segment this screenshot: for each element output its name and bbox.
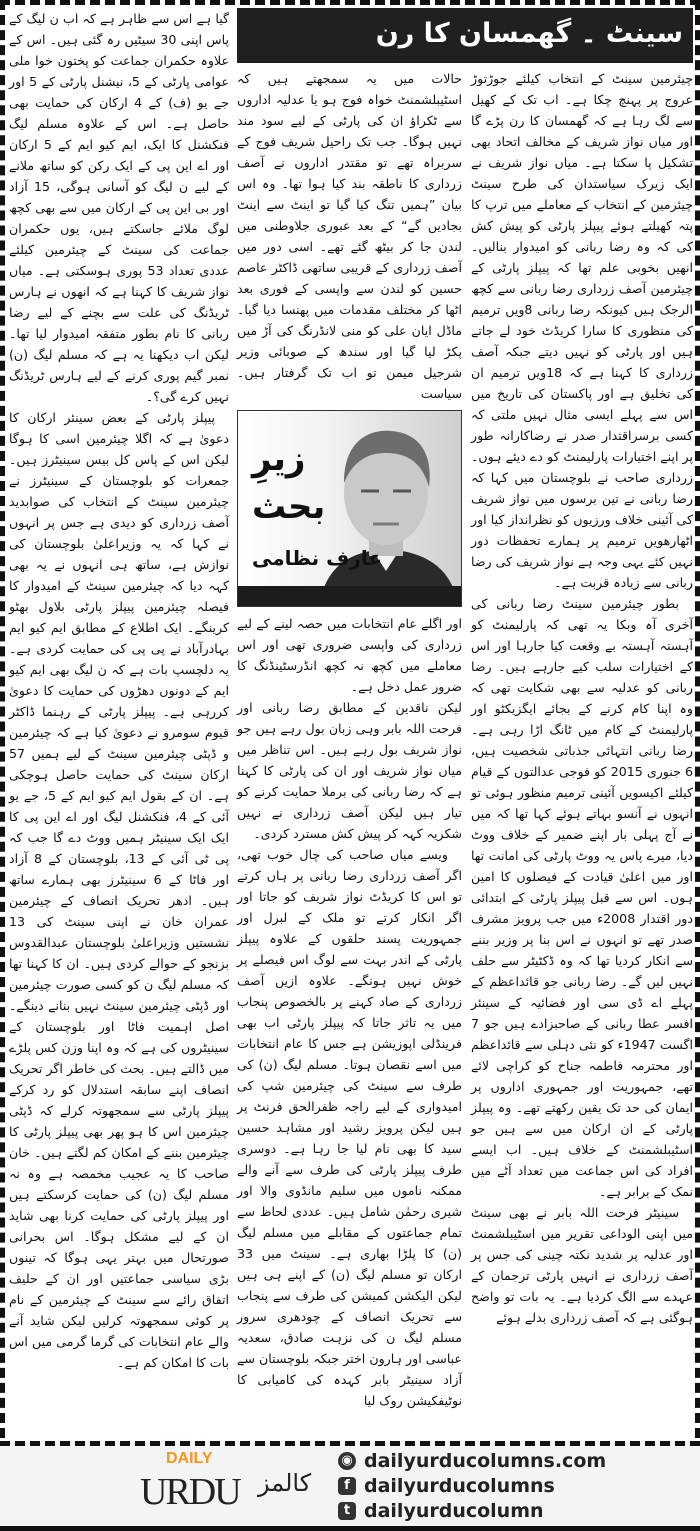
author-photo-block — [237, 410, 462, 607]
footer-bottom-line — [0, 1526, 700, 1531]
paragraph: گیا ہے اس سے ظاہر ہے کہ اب ن لیگ کے پاس اپنی 30 سیٹیں رہ گئی ہیں۔ اس کے علاوہ حکمران جماعت کو پختون خوا ملی عوامی پارٹی کے 5، نیشنل پارٹی کے 5 اور جے یو (ف) کے 4 ارکان کی حمایت بھی حاصل ہے۔ اس کے علاوہ مسلم لیگ فنکشنل کا ایک، ایم کیو ایم کے 5 ارکان اور اے این پی کے ایک رکن کو ساتھ ملانے کے لیے ن لیگ کو آسانی ہوگی، 15 آزاد اور بی این پی کے ارکان میں سے بھی کچھ لوگ ملائے جاسکتے ہیں، یوں حکمران جماعت کی سینٹ کے چیئرمین کیلئے عددی تعداد 53 پوری ہوسکتی ہے۔ میاں نواز شریف کا کہنا ہے کہ انھوں نے ہارس ٹریڈنگ کی علت سے بچنے کے لیے رضا ربانی کا نام بطور متفقہ امیدوار لیا تھا۔ لیکن اب دیکھنا یہ ہے کہ مسلم لیگ (ن) نمبر گیم پوری کرنے کے لیے ہارس ٹریڈنگ نہیں کرے گی؟۔ — [9, 11, 230, 404]
facebook-link[interactable]: f dailyurducolumns — [338, 1475, 555, 1497]
left-column — [9, 8, 229, 1434]
paragraph: حالات میں یہ سمجھتے ہیں کہ اسٹیبلشمنٹ خواہ فوج ہو یا عدلیہ اداروں سے ٹکراؤ ان کی پارٹی کے لیے سود مند نہیں ہوگا۔ جب تک راحیل شریف فوج کے سربراہ تھے تو مقتدر اداروں نے آصف زرداری کا ناطقہ بند کیا ہوا تھا۔ وہ اس بیان ”ہمیں تنگ کیا گیا تو اینٹ سے اینٹ بجادیں گے“ کے بعد عبوری جلاوطنی میں لندن جا کر بیٹھ گئے تھے۔ اسی دور میں آصف زرداری کے قریبی ساتھی ڈاکٹر عاصم حسین کو لندن سے واپسی کے فوری بعد اٹھا کر مختلف مقدمات میں پھنسا دیا گیا۔ ماڈل ایان علی کو منی لانڈرنگ کی آڑ میں پکڑ لیا گیا اور سندھ کے صوبائی وزیر شرجیل میمن تو اب تک گرفتار ہیں۔ سیاست — [237, 71, 462, 401]
facebook-icon: f — [338, 1477, 356, 1495]
paragraph: اور اگلے عام انتخابات میں حصہ لینے کے لیے زرداری کی واپسی ضروری تھی اور اس معاملے میں کچھ نہ کچھ انڈرسٹینڈنگ کا ضرور عمل دخل ہے۔ — [237, 616, 462, 694]
logo-urdu-word: کالمز — [258, 1469, 312, 1497]
columns-row — [237, 68, 693, 1411]
right-column — [471, 68, 693, 1411]
photo-bottom-bar — [238, 586, 461, 606]
article-title: سینٹ ۔ گھمسان کا رن — [375, 18, 683, 49]
author-name: عارف نظامی — [252, 546, 382, 570]
column-name-line1: زیرِ — [252, 439, 306, 479]
logo-daily: DAILY — [166, 1450, 213, 1467]
article-title-bar — [237, 8, 693, 63]
footer — [0, 1441, 700, 1526]
paragraph: چیئرمین سینٹ کے انتخاب کیلئے جوڑتوڑ عروج پر پہنچ چکا ہے۔ اب تک کے کھیل سے لگ رہا ہے کہ گھمسان کا رن پڑے گا اور میاں نواز شریف کے مخالف اتحاد بھی تشکیل پا سکتا ہے۔ میاں نواز شریف نے ایک زیرک سیاستدان کی طرح سینٹ چیئرمین کے انتخاب کے معاملے میں ترپ کا پتہ کھیلتے ہوئے پیپلز پارٹی کو پیش کش کی کہ وہ رضا ربانی کو امیدوار بنالیں۔ انھیں بخوبی علم تھا کہ پیپلز پارٹی کے چیئرمین آصف زرداری رضا ربانی سے کچھ الرجک ہیں کیونکہ رضا ربانی 8ویں ترمیم کی منظوری کا سارا کریڈٹ خود لے جاتے ہیں اور پارٹی کو نہیں دیتے جبکہ آصف زرداری کا کہنا ہے کہ 18ویں ترمیم ان کی تخلیق ہے اور پاکستان کی تاریخ میں اس سے پہلے ایسی مثال نہیں ملتی کہ کسی برسراقتدار صدر نے رضاکارانہ طور پر اپنے اختیارات پارلیمنٹ کو دے دیئے ہوں۔ زرداری صاحب نے بلوچستان میں کہا کہ رضا ربانی نے تین برسوں میں نواز شریف کی آئینی خلاف ورزیوں کو نظرانداز کیا اور اٹھارھویں ترمیم پر ہمارے تحفظات دور نہیں کئے یہی وجہ ہے نواز شریف کی رضا ربانی سے زیادہ قربت ہے۔ — [471, 71, 693, 590]
globe-icon: ◉ — [338, 1452, 356, 1470]
title-and-columns — [237, 8, 693, 1434]
middle-column — [237, 68, 462, 1411]
logo-main: URDU — [140, 1471, 240, 1513]
paragraph: پیپلز پارٹی کے بعض سینئر ارکان کا دعویٰ ہے کہ اگلا چیئرمین اسی کا ہوگا لیکن اس کے پاس کل بیس سینیٹرز ہیں۔ جمعرات کو بلوچستان کے سینیٹرز نے چیئرمین سینٹ کے انتخاب کی صوابدید آصف زرداری کو دیدی ہے جس پر انہوں نے کہا کہ یہ وزیراعلیٰ بلوچستان کی نوازش ہے، ساتھ ہی انہوں نے یہ بھی کہہ دیا کہ چیئرمین سینٹ کے امیدوار کا فیصلہ چیئرمین پیپلز پارٹی بلاول بھٹو کرینگے۔ ایک اطلاع کے مطابق ایم کیو ایم بہادرآباد نے پی پی کی حمایت کردی ہے۔ یہ دلچسپ بات ہے کہ ن لیگ بھی ایم کیو ایم کے دونوں دھڑوں کی حمایت کا دعویٰ کررہی ہے۔ پیپلز پارٹی کے رہنما ڈاکٹر قیوم سومرو نے دعویٰ کیا ہے کہ چیئرمین و ڈپٹی چیئرمین سینٹ کے لیے ہمیں 57 ارکان سینٹ کی حمایت حاصل ہوچکی ہے۔ ان کے بقول ایم کیو ایم کے 5، جے یو آئی کے 4، فنکشنل لیگ اور اے این پی کا ایک ایک سینیٹر ہمیں ووٹ دے گا جب کہ پی ٹی آئی کے 13، بلوچستان کے 8 آزاد اور فاٹا کے 6 سینیٹرز بھی ہمارے ساتھ ہیں۔ ادھر تحریک انصاف کے چیئرمین عمران خان نے اپنی سینٹ کی 13 نشستیں وزیراعلیٰ بلوچستان عبدالقدوس بزنجو کے حوالے کردی ہیں۔ ان کا کہنا تھا کہ مسلم لیگ ن کو کسی صورت چیئرمین اور ڈپٹی چیئرمین سینٹ نہیں بنانے دینگے۔ اصل اہمیت فاٹا اور بلوچستان کے سینیٹروں کی ہے کہ وہ اپنا وزن کس پلڑے میں ڈالتے ہیں۔ بحث کی خاطر اگر تحریک انصاف اپنے سابقہ استدلال کو رد کرکے پیپلز پارٹی سے سمجھوتہ کرلے کہ ڈپٹی چیئرمین اس کا ہو پھر بھی پیپلز پارٹی کا چیئرمین بننے کے امکان کم لگتے ہیں۔ خان صاحب کا یہ عجیب مخمصہ ہے وہ نہ مسلم لیگ (ن) کی حمایت کرسکتے ہیں اور پیپلز پارٹی کی حمایت کرنا بھی شاید ان کے لیے مشکل ہوگا۔ اس بحرانی صورتحال میں بہتر یہی ہوگا کہ تینوں بڑی سیاسی جماعتیں اور ان کے حلیف اتفاق رائے سے سینٹ کے چیئرمین کے نام پر کوئی سمجھوتہ کرلیں لیکن شاید آنے والے عام انتخابات کی گرما گرمی میں اس بات کا امکان کم ہے۔ — [9, 410, 230, 1370]
website-link[interactable]: ◉ dailyurducolumns.com — [338, 1450, 606, 1472]
paragraph: لیکن ناقدین کے مطابق رضا ربانی اور فرحت اللہ بابر وہی زبان بول رہے ہیں جو نواز شریف بول رہے ہیں۔ اس تناظر میں میاں نواز شریف اور ان کی پارٹی کا کہنا ہے کہ رضا ربانی کی برملا حمایت کرنے کو تیار ہیں لیکن آصف زرداری نے نہیں شکریہ کہہ کر پیش کش مسترد کردی۔ — [237, 700, 462, 841]
paragraph: ویسے میاں صاحب کی چال خوب تھی، اگر آصف زرداری رضا ربانی پر ہاں کرتے تو اس کا کریڈٹ نواز شریف کو جاتا اور اگر انکار کرتے تو ملک کے لبرل اور جمہوریت پسند حلقوں کے علاوہ پیپلز پارٹی کے اندر بہت سے لوگ اس فیصلے پر خوش نہیں ہونگے۔ علاوہ ازیں آصف زرداری کے صاد کہنے پر بالخصوص پنجاب میں یہ تاثر جاتا کہ پیپلز پارٹی اب بھی فرینڈلی اپوزیشن ہے جس کا عام انتخابات میں اسے نقصان ہوتا۔ مسلم لیگ (ن) کی طرف سے سینٹ کی چیئرمین شپ کی امیدواری کے لیے راجہ ظفرالحق فرنٹ پر ہیں لیکن پرویز رشید اور مشاہد حسین سید کا بھی نام لیا جا رہا ہے۔ دوسری طرف پیپلز پارٹی کی طرف سے آنے والے ممکنہ ناموں میں سلیم مانڈوی والا اور شیری رحمٰن شامل ہیں۔ عددی لحاظ سے تمام جماعتوں کے مقابلے میں مسلم لیگ (ن) کا پلڑا بھاری ہے۔ سینٹ میں 33 ارکان تو مسلم لیگ (ن) کے اپنے ہی ہیں لیکن الیکشن کمیشن کی طرف سے پنجاب سے تحریک انصاف کے چودھری سرور مسلم لیگ ن کی نزہت صادق، سعدیہ عباسی اور ہارون اختر جبکہ بلوچستان سے آزاد سینیٹر بابر کہدہ کی کامیابی کا نوٹیفکیشن روک لیا — [237, 847, 462, 1408]
site-logo[interactable] — [140, 1448, 320, 1524]
paragraph: بطور چیئرمین سینٹ رضا ربانی کی آخری آہ وبکا یہ تھی کہ پارلیمنٹ کو آہستہ آہستہ بے وقعت کیا جارہا اور اس کے اختیارات سلب کیے جارہے ہیں۔ رضا ربانی کو عدلیہ سے بھی شکایت تھی کہ وہ اپنا کام کرنے کے بجائے ایگزیکٹو اور پارلیمنٹ کے کام میں ٹانگ اڑا رہی ہے۔ رضا ربانی انتہائی جذباتی شخصیت ہیں، 6 جنوری 2015 کو فوجی عدالتوں کے قیام کیلئے اکیسویں آئینی ترمیم منظور ہوئی تو انہوں نے آنسو بہاتے ہوئے کہا تھا کہ میں نے آج پہلی بار اپنے ضمیر کے خلاف ووٹ دیا، میرے پاس یہ ووٹ پارٹی کی امانت تھا اور میں اعلیٰ قیادت کے فیصلوں کا امین ہوں۔ اس سے قبل پیپلز پارٹی کے ابتدائی دور اقتدار 2008ء میں جب پرویز مشرف صدر تھے تو انہوں نے اس بنا پر وزیر بننے سے انکار کردیا تھا کہ وہ ڈکٹیٹر سے حلف نہیں لیں گے۔ رضا ربانی جو قائداعظم کے پہلے اے ڈی سی اور فضائیہ کے سینئر افسر عطا ربانی کے صاحبزادے ہیں جو 7 اگست 1947ء کو نئی دہلی سے قائداعظم اور محترمہ فاطمہ جناح کو کراچی لائے تھے، جمہوریت اور جمہوری اداروں پر ایمان کی حد تک یقین رکھتے تھے۔ وہ پیپلز پارٹی کے ان ارکان میں سے ہیں جو اسٹیبلشمنٹ کے خلاف ہیں۔ اب ایسے افراد کی اس جماعت میں تعداد آٹے میں نمک کے برابر ہے۔ — [471, 596, 694, 1199]
paragraph: سینیٹر فرحت اللہ بابر نے بھی سینٹ میں اپنی الوداعی تقریر میں اسٹیبلشمنٹ اور عدلیہ پر شدید نکتہ چینی کی جس پر آصف زرداری نے انہیں پارٹی ترجمان کے عہدے سے الگ کردیا ہے۔ یہ بات تو واضح ہوگئی ہے کہ آصف زرداری بدلے ہوئے — [471, 1205, 693, 1325]
twitter-icon: t — [338, 1502, 356, 1520]
twitter-link[interactable]: t dailyurducolumn — [338, 1500, 544, 1522]
column-name-line2: بحث — [252, 487, 326, 527]
